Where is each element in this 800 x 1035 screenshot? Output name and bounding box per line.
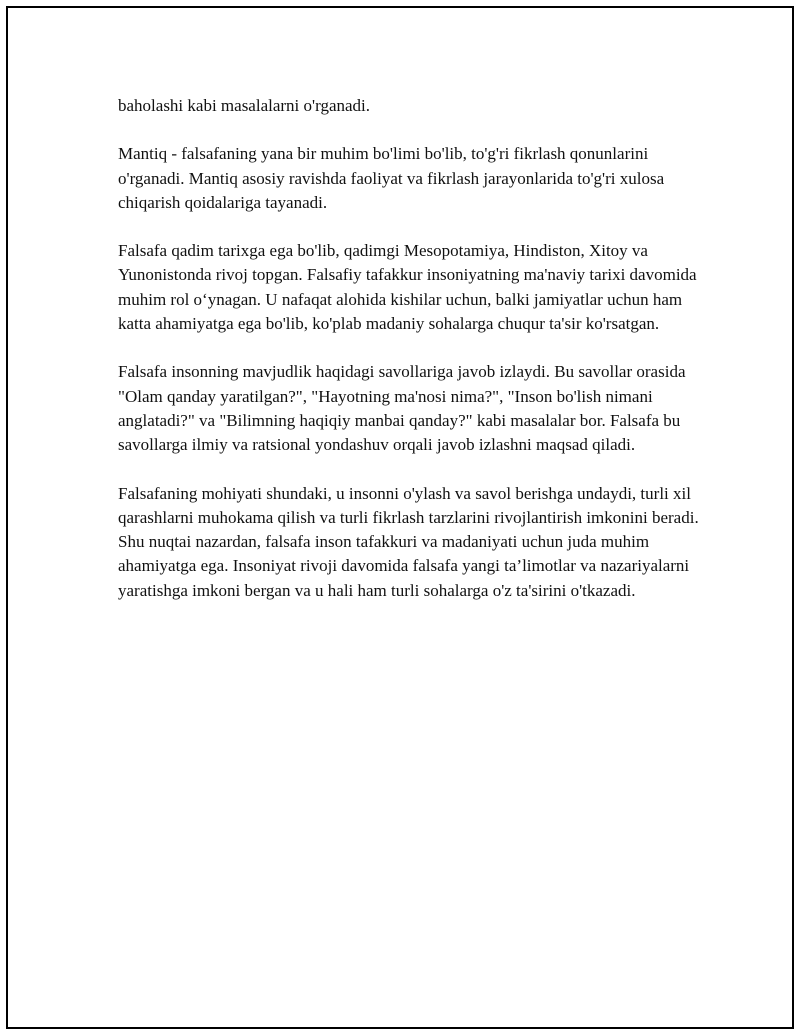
document-body [118, 94, 708, 627]
paragraph-4: Falsafa insonning mavjudlik haqidagi savollariga javob izlaydi. Bu savollar orasida "Olam qanday yaratilgan?", "Hayotning ma'nosi nima?", "Inson bo'lish nimani anglatadi?" va "Bilimning haqiqiy manbai qanday?" kabi masalalar bor. Falsafa bu savollarga ilmiy va ratsional yondashuv orqali javob izlashni maqsad qiladi. [118, 362, 686, 455]
paragraph-5: Falsafaning mohiyati shundaki, u insonni o'ylash va savol berishga undaydi, turli xil qarashlarni muhokama qilish va turli fikrlash tarzlarini rivojlantirish imkonini beradi. Shu nuqtai nazardan, falsafa inson tafakkuri va madaniyati uchun juda muhim ahamiyatga ega. Insoniyat rivoji davomida falsafa yangi ta’limotlar va nazariyalarni yaratishga imkoni bergan va u hali ham turli sohalarga o'z ta'sirini o'tkazadi. [118, 483, 699, 600]
paragraph-1: baholashi kabi masalalarni o'rganadi. [118, 96, 371, 115]
paragraph-3: Falsafa qadim tarixga ega bo'lib, qadimgi Mesopotamiya, Hindiston, Xitoy va Yunonistonda rivoj topgan. Falsafiy tafakkur insoniyatning ma'naviy tarixi davomida muhim rol oʻynagan. U nafaqat alohida kishilar uchun, balki jamiyatlar uchun ham katta ahamiyatga ega bo'lib, ko'plab madaniy sohalarga chuqur ta'sir ko'rsatgan. [118, 241, 697, 334]
paragraph-2: Mantiq - falsafaning yana bir muhim bo'limi bo'lib, to'g'ri fikrlash qonunlarini o'rganadi. Mantiq asosiy ravishda faoliyat va fikrlash jarayonlarida to'g'ri xulosa chiqarish qoidalariga tayanadi. [118, 144, 665, 212]
document-page [6, 6, 794, 1029]
